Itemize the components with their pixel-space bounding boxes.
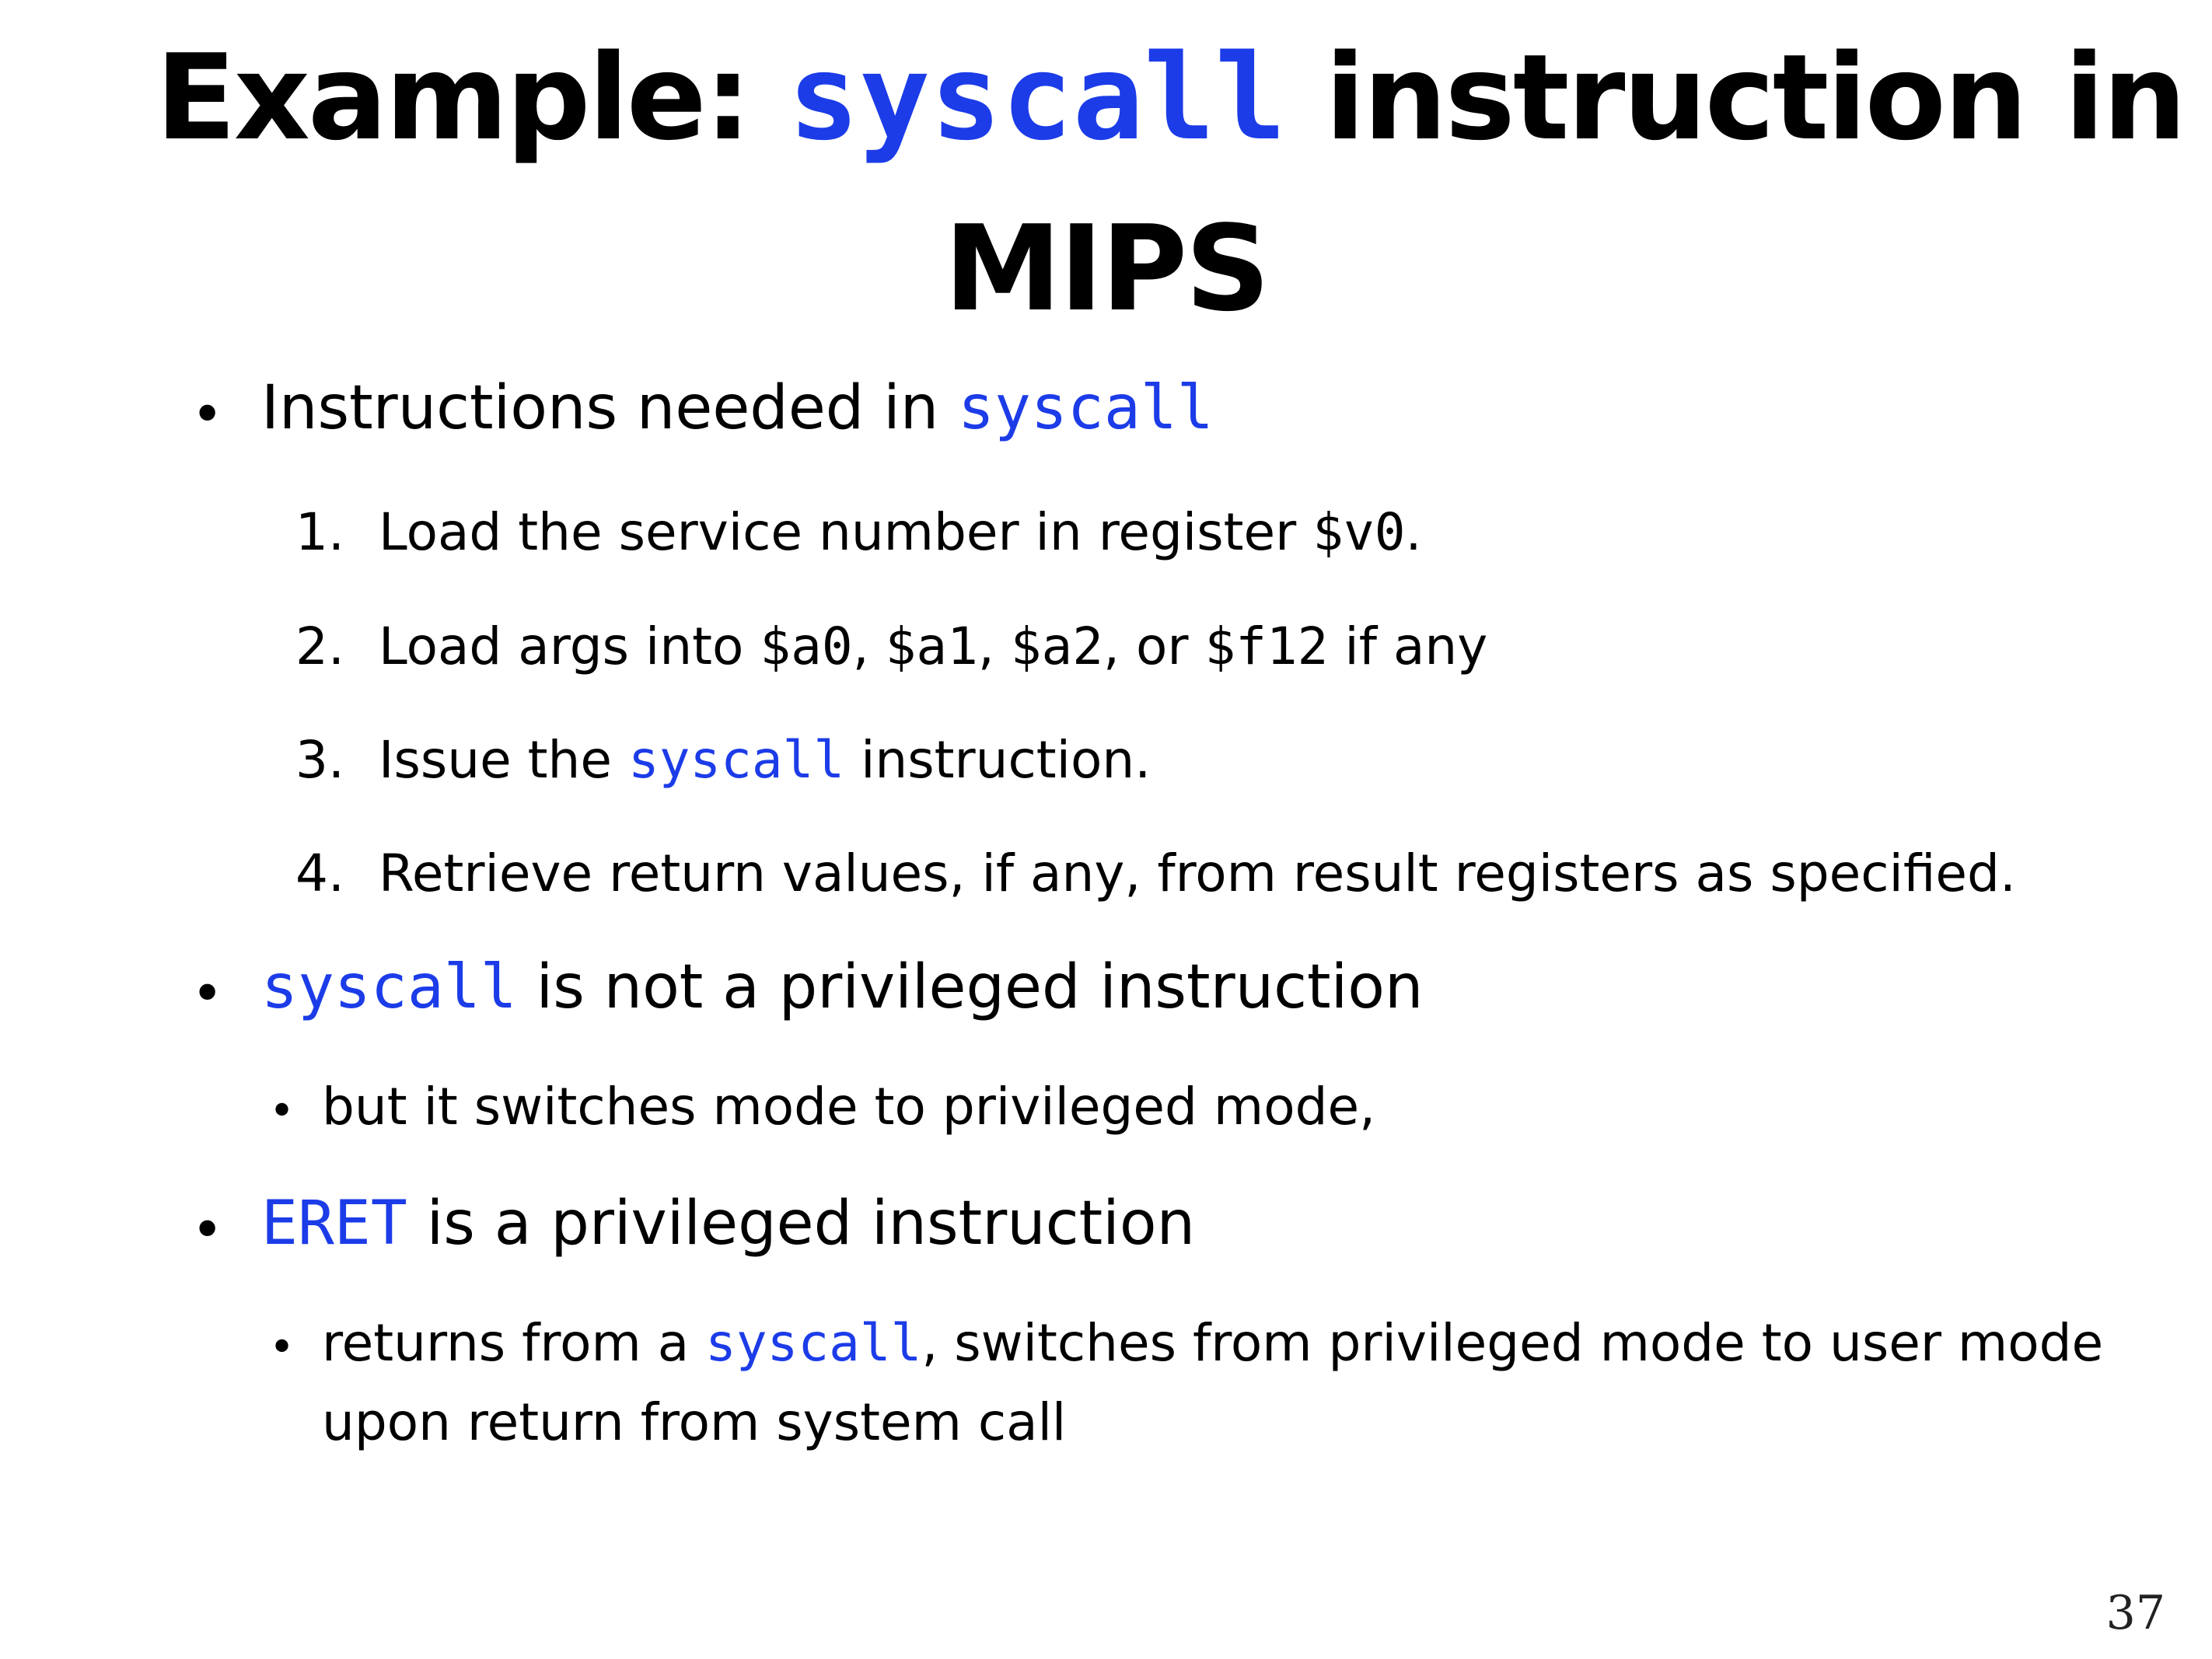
step-number: 4.	[295, 843, 344, 903]
code-register-a2: $a2	[1010, 616, 1103, 676]
step-text: ,	[977, 616, 1011, 676]
sub-bullet-text: , switches from privileged mode to user mode	[921, 1313, 2104, 1373]
step-3-issue-syscall	[379, 730, 1151, 790]
step-text: ,	[852, 616, 886, 676]
slide-title-line-2: MIPS	[944, 200, 1268, 337]
step-text: Retrieve return values, if any, from result registers as specified.	[379, 843, 2016, 903]
bullet-syscall-not-privileged	[261, 952, 1424, 1022]
sub-bullet-dot-icon: •	[269, 1322, 295, 1373]
step-2-load-args	[379, 616, 1488, 676]
page-number: 37	[2105, 1586, 2165, 1640]
code-eret: ERET	[261, 1189, 407, 1259]
code-syscall: syscall	[958, 373, 1214, 443]
step-number: 2.	[295, 616, 344, 676]
sub-bullet-continuation: upon return from system call	[322, 1392, 1067, 1452]
step-text: Load the service number in register	[379, 502, 1313, 562]
sub-bullet-dot-icon: •	[269, 1086, 295, 1137]
code-syscall: syscall	[705, 1313, 922, 1373]
step-text: , or	[1103, 616, 1205, 676]
bullet-dot-icon: •	[191, 962, 224, 1025]
bullet-text: is a privileged instruction	[407, 1189, 1196, 1259]
sub-bullet-switches-mode: but it switches mode to privileged mode,	[322, 1077, 1376, 1137]
step-number: 3.	[295, 730, 344, 790]
step-text: Load args into	[379, 616, 760, 676]
title-code-syscall: syscall	[788, 29, 1287, 166]
code-register-a1: $a1	[885, 616, 978, 676]
sub-bullet-returns-from-syscall	[322, 1313, 2104, 1373]
sub-bullet-text: returns from a	[322, 1313, 706, 1373]
step-number: 1.	[295, 502, 344, 562]
code-register-f12: $f12	[1204, 616, 1329, 676]
step-text: Issue the	[379, 730, 628, 790]
bullet-text: is not a privileged instruction	[516, 952, 1424, 1022]
title-suffix: instruction in	[1286, 29, 2185, 166]
title-prefix: Example:	[156, 29, 788, 166]
bullet-text: Instructions needed in	[261, 373, 959, 443]
step-text: .	[1405, 502, 1422, 562]
bullet-instructions-needed	[261, 373, 1214, 443]
bullet-eret-privileged	[261, 1189, 1196, 1259]
bullet-dot-icon: •	[191, 1198, 224, 1262]
slide-title-line-1	[156, 29, 2185, 166]
code-syscall: syscall	[261, 952, 517, 1022]
step-text: if any	[1328, 616, 1488, 676]
step-1-load-service-number	[379, 502, 1422, 562]
step-4-retrieve-return-values	[379, 843, 2016, 903]
code-register-a0: $a0	[760, 616, 853, 676]
step-text: instruction.	[844, 730, 1151, 790]
code-register-v0: $v0	[1312, 502, 1406, 562]
bullet-dot-icon: •	[191, 382, 224, 446]
code-syscall: syscall	[627, 730, 845, 790]
